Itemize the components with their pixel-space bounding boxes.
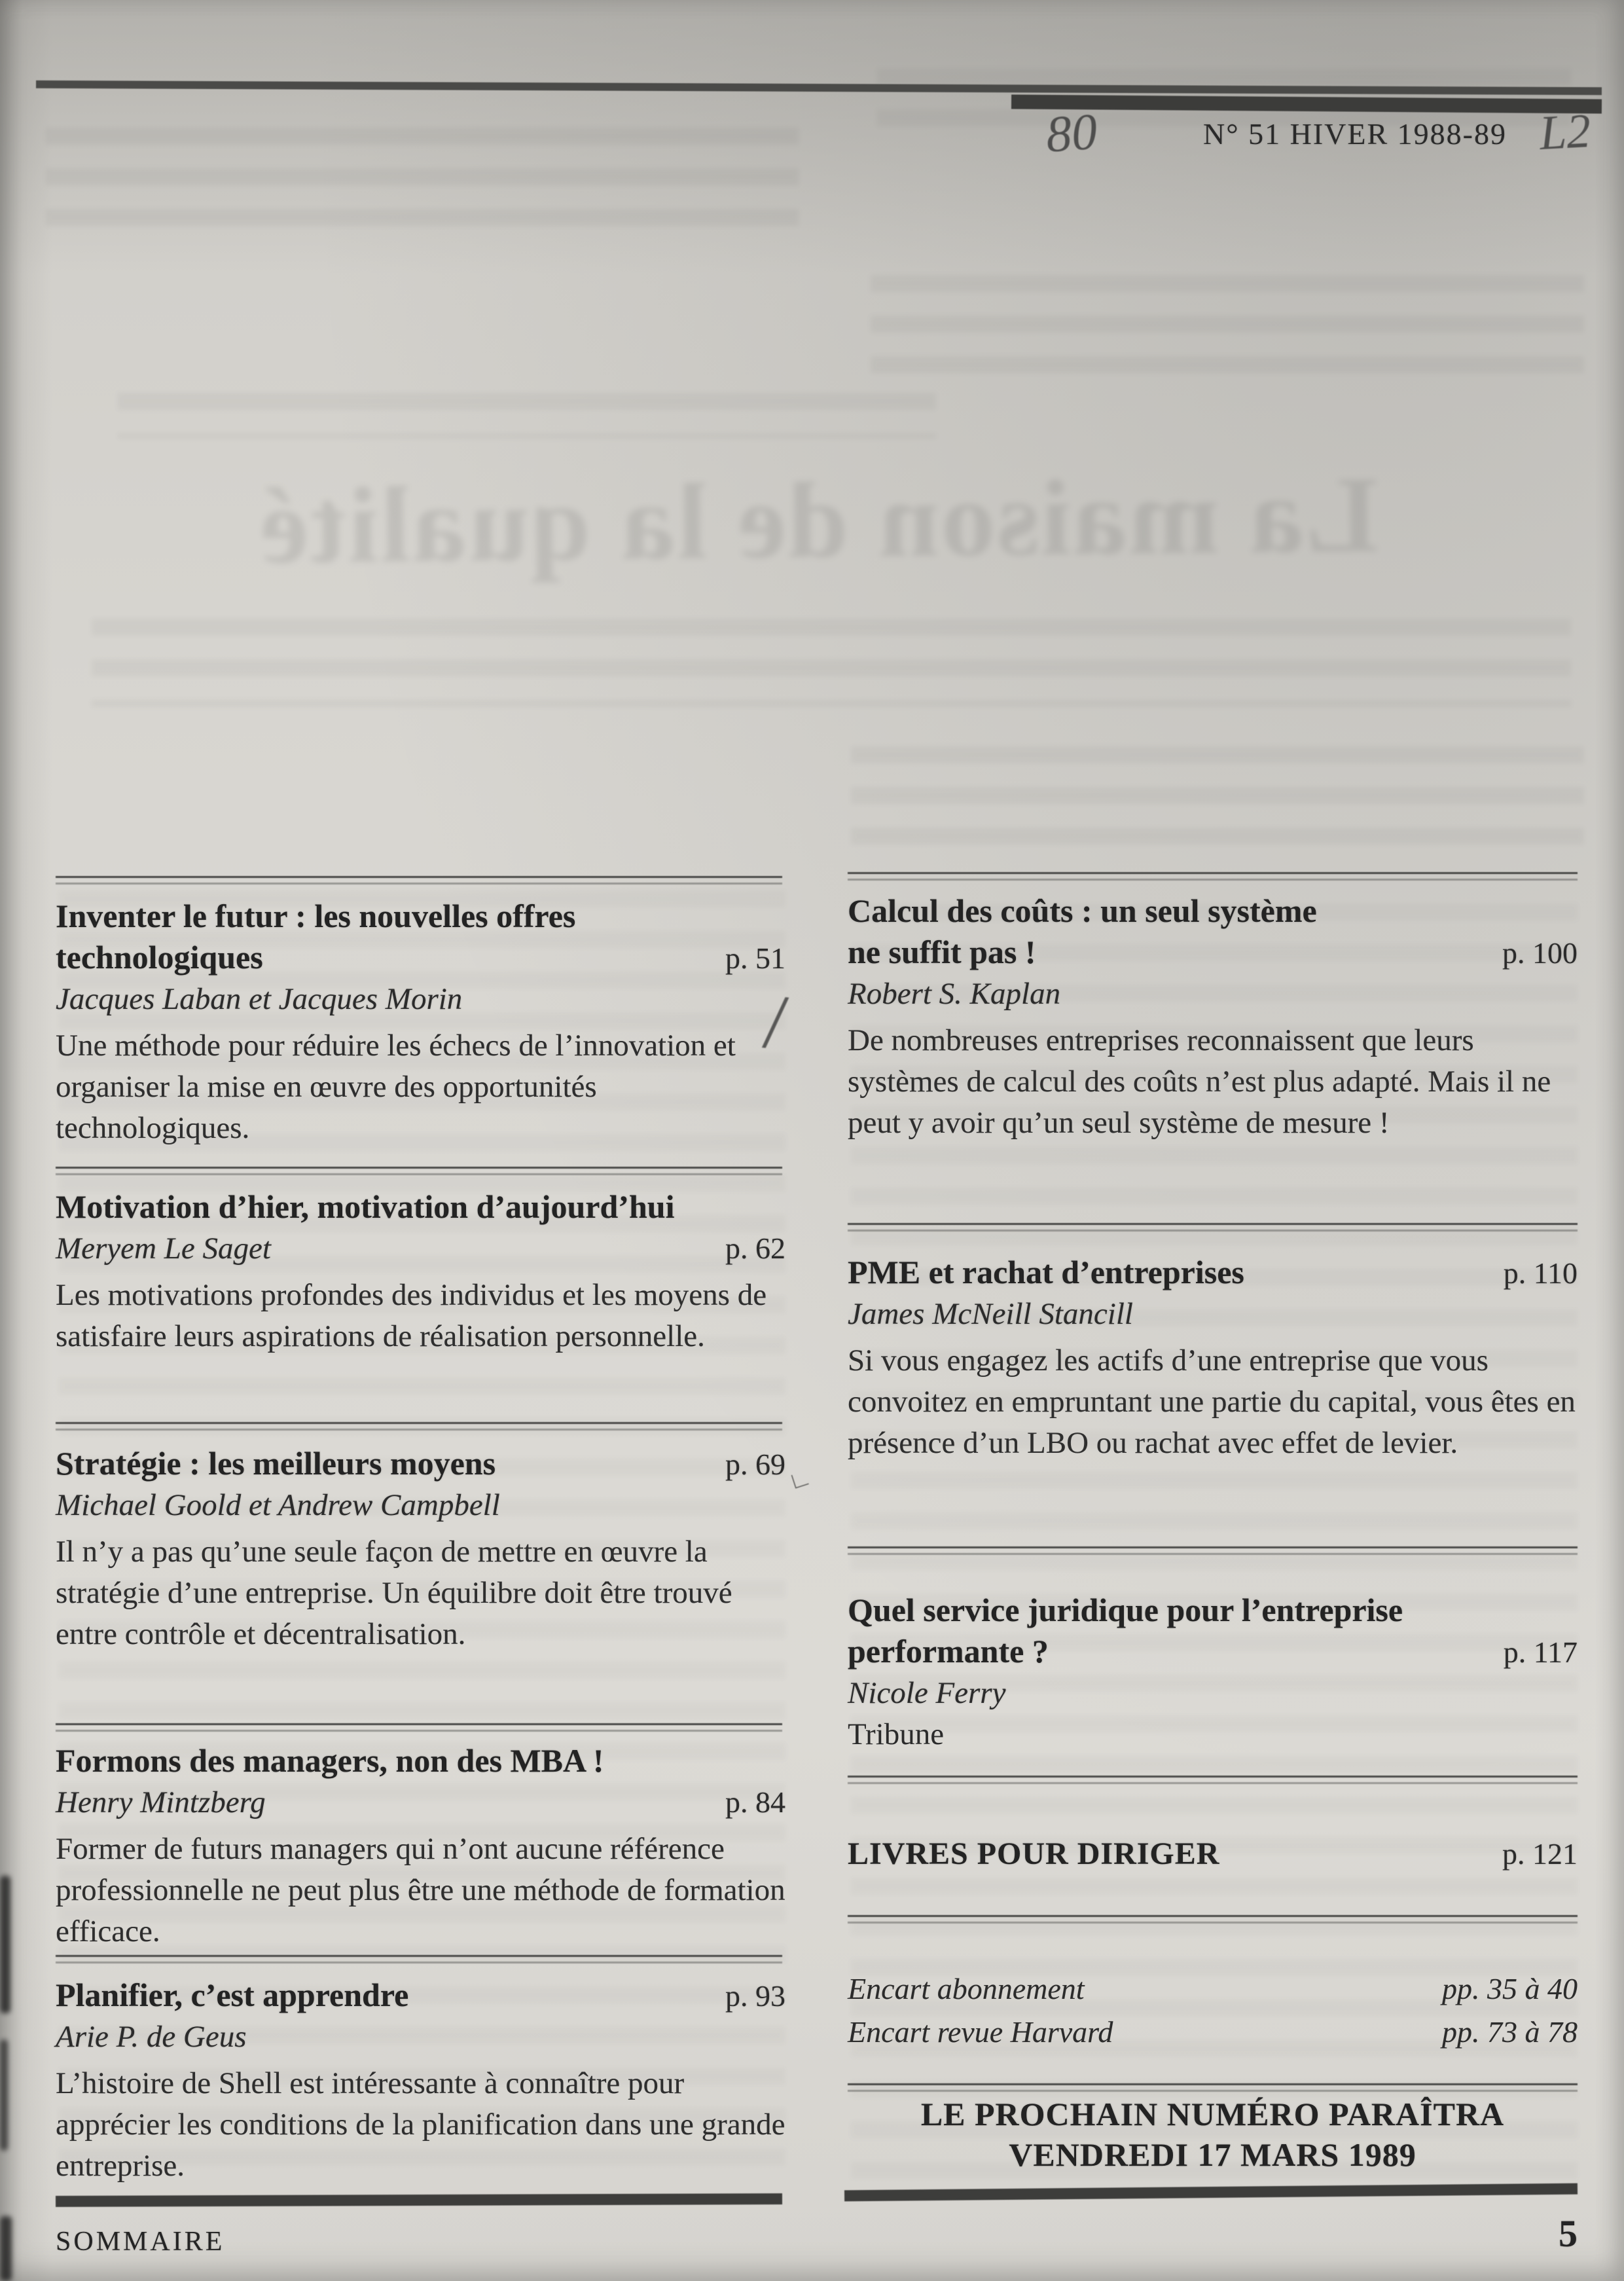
entry-title: Motivation d’hier, motivation d’aujourd’hui <box>56 1188 675 1225</box>
entry-page-ref: p. 100 <box>1502 936 1578 970</box>
ink-smudge <box>0 2039 8 2151</box>
divider <box>56 1422 782 1429</box>
ghost-text-block <box>118 393 936 439</box>
divider <box>848 1546 1578 1553</box>
entry-authors: James McNeill Stancill <box>848 1297 1133 1331</box>
entry-page-ref: p. 69 <box>725 1448 785 1481</box>
entry-page-ref: p. 117 <box>1503 1635 1578 1669</box>
entry-title: performante ? <box>848 1633 1049 1670</box>
section-label: SOMMAIRE <box>56 2227 225 2257</box>
entry-page-ref: p. 62 <box>725 1232 785 1265</box>
inserts-section <box>848 1967 1578 2054</box>
ghost-text-block <box>46 128 799 226</box>
divider <box>56 1723 782 1730</box>
books-section-title: LIVRES POUR DIRIGER <box>848 1836 1220 1871</box>
ghost-text-block <box>851 746 1584 861</box>
divider <box>848 1223 1578 1230</box>
entry-summary: Il n’y a pas qu’une seule façon de mettre en œuvre la stratégie d’une entreprise. Un équilibre doit être trouvé entre contrôle et décentralisation. <box>56 1535 732 1651</box>
entry-title: PME et rachat d’entreprises <box>848 1254 1244 1290</box>
entry-page-ref: p. 121 <box>1502 1837 1578 1870</box>
insert-label: Encart revue Harvard <box>848 2015 1113 2049</box>
next-issue-line2: VENDREDI 17 MARS 1989 <box>1009 2136 1416 2173</box>
entry-authors: Henry Mintzberg <box>56 1785 266 1819</box>
entry-title: ne suffit pas ! <box>848 934 1036 970</box>
ghost-text-block <box>92 619 1571 707</box>
entry-summary: Si vous engagez les actifs d’une entreprise que vous convoitez en empruntant une partie du capital, vous êtes en présence d’un LBO ou rachat avec effet de levier. <box>848 1343 1576 1460</box>
entry-authors: Arie P. de Geus <box>56 2020 247 2054</box>
entry-authors: Jacques Laban et Jacques Morin <box>56 982 463 1016</box>
toc-entry <box>56 1975 785 2187</box>
entry-note: Tribune <box>848 1717 945 1751</box>
entry-page-ref: p. 51 <box>725 941 785 975</box>
toc-entry <box>56 896 785 1149</box>
books-section <box>848 1833 1578 1874</box>
divider-thick <box>844 2183 1578 2202</box>
entry-summary: De nombreuses entreprises reconnaissent que leurs systèmes de calcul des coûts n’est plus adapté. Mais il ne peut y avoir qu’un seul système de mesure ! <box>848 1023 1551 1140</box>
insert-row <box>848 1967 1578 2011</box>
toc-entry <box>56 1186 785 1357</box>
ghost-text-block <box>871 275 1584 376</box>
next-issue-notice <box>848 2094 1578 2175</box>
entry-title: Planifier, c’est apprendre <box>56 1977 409 2013</box>
divider <box>848 1776 1578 1782</box>
insert-pages: pp. 35 à 40 <box>1442 1972 1578 2005</box>
entry-title: technologiques <box>56 939 263 976</box>
divider <box>848 2083 1578 2090</box>
insert-pages: pp. 73 à 78 <box>1442 2015 1578 2049</box>
page-number: 5 <box>1559 2212 1578 2255</box>
insert-row <box>848 2011 1578 2054</box>
entry-summary: L’histoire de Shell est intéressante à connaître pour apprécier les conditions de la planification dans une grande entreprise. <box>56 2066 785 2183</box>
issue-label: N° 51 HIVER 1988-89 <box>1203 117 1507 151</box>
toc-entry <box>56 1740 785 1952</box>
handwritten-number: 80 <box>1044 102 1099 163</box>
entry-page-ref: p. 93 <box>725 1979 785 2013</box>
divider <box>56 1955 782 1962</box>
ghost-headline: La maison de la qualité <box>258 454 1379 586</box>
divider <box>56 876 782 883</box>
entry-authors: Robert S. Kaplan <box>848 977 1061 1011</box>
handwritten-tick-mark: ∟ <box>784 1463 815 1495</box>
ink-smudge <box>0 1876 10 2013</box>
entry-title: Calcul des coûts : un seul système <box>848 892 1317 929</box>
entry-authors: Nicole Ferry <box>848 1676 1006 1710</box>
entry-title: Quel service juridique pour l’entreprise <box>848 1592 1403 1628</box>
handwritten-mark: L2 <box>1538 104 1593 160</box>
entry-page-ref: p. 84 <box>725 1785 785 1819</box>
top-rule-thick <box>1011 94 1602 113</box>
divider <box>848 1915 1578 1922</box>
divider <box>848 872 1578 879</box>
entry-title: Formons des managers, non des MBA ! <box>56 1742 604 1779</box>
ink-smudge <box>0 2216 12 2281</box>
entry-title: Stratégie : les meilleurs moyens <box>56 1445 496 1482</box>
entry-title: Inventer le futur : les nouvelles offres <box>56 898 576 934</box>
entry-page-ref: p. 110 <box>1503 1256 1578 1290</box>
top-rule <box>36 81 1602 95</box>
handwritten-slash-mark: / <box>760 977 791 1067</box>
next-issue-line1: LE PROCHAIN NUMÉRO PARAÎTRA <box>920 2096 1505 2132</box>
toc-entry <box>848 1252 1578 1464</box>
entry-authors: Meryem Le Saget <box>56 1232 271 1266</box>
divider <box>56 1167 782 1173</box>
toc-entry <box>56 1443 785 1655</box>
entry-authors: Michael Goold et Andrew Campbell <box>56 1488 500 1522</box>
toc-entry <box>848 890 1578 1144</box>
insert-label: Encart abonnement <box>848 1972 1085 2005</box>
entry-summary: Les motivations profondes des individus et les moyens de satisfaire leurs aspirations de réalisation personnelle. <box>56 1278 767 1353</box>
entry-summary: Former de futurs managers qui n’ont aucune référence professionnelle ne peut plus être une méthode de formation efficace. <box>56 1832 785 1948</box>
entry-summary: Une méthode pour réduire les échecs de l’innovation et organiser la mise en œuvre des opportunités technologiques. <box>56 1029 736 1145</box>
divider-thick <box>56 2193 782 2207</box>
toc-entry <box>848 1590 1578 1755</box>
